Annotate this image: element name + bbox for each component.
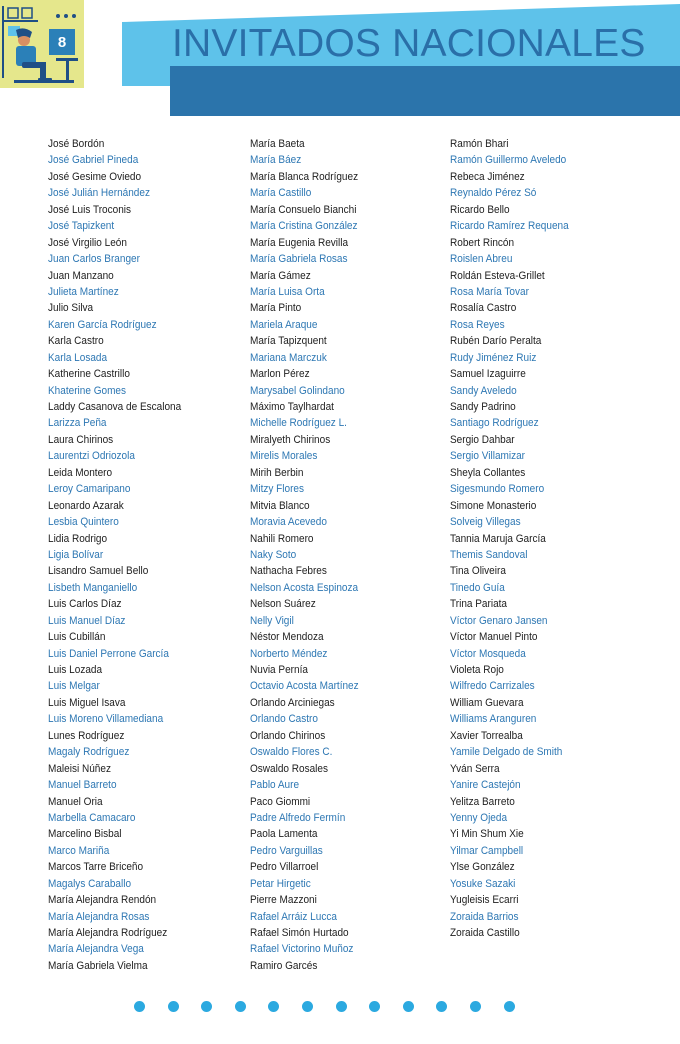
guest-name: Miralyeth Chirinos bbox=[250, 433, 331, 446]
guest-name: Khaterine Gomes bbox=[48, 384, 127, 397]
guest-name: Laddy Casanova de Escalona bbox=[48, 401, 182, 413]
guest-name: María Baeta bbox=[250, 138, 305, 150]
guest-name: Yilmar Campbell bbox=[450, 844, 524, 857]
guest-name: Marysabel Golindano bbox=[250, 384, 345, 397]
page-title: INVITADOS NACIONALES bbox=[172, 22, 646, 65]
guest-name: María Tapizquent bbox=[250, 335, 327, 348]
guest-name: Naky Soto bbox=[250, 548, 297, 561]
guest-name: Orlando Arciniegas bbox=[250, 696, 335, 709]
guest-name: Nelly Vigil bbox=[250, 614, 294, 627]
guest-name: Zoraida Castillo bbox=[450, 927, 520, 939]
guest-name: Julio Silva bbox=[48, 302, 94, 315]
guest-name: María Blanca Rodríguez bbox=[250, 170, 359, 183]
guest-name: Juan Manzano bbox=[48, 269, 114, 282]
guest-name: Luis Carlos Díaz bbox=[48, 598, 122, 611]
guest-name: Violeta Rojo bbox=[450, 664, 504, 676]
guest-name: Roldán Esteva-Grillet bbox=[450, 269, 545, 282]
guest-name: María Báez bbox=[250, 154, 302, 167]
guest-name: María Consuelo Bianchi bbox=[250, 203, 357, 216]
footer-dot bbox=[436, 1001, 447, 1012]
guest-name: Sandy Aveledo bbox=[450, 384, 517, 397]
guest-name: Tinedo Guía bbox=[450, 581, 505, 594]
guest-name: Laura Chirinos bbox=[48, 433, 114, 446]
guest-name: María Alejandra Rendón bbox=[48, 894, 157, 907]
guest-name: Luis Cubillán bbox=[48, 631, 106, 644]
guest-name: María Gabriela Rosas bbox=[250, 253, 348, 266]
name-column-3 bbox=[450, 136, 585, 941]
guest-name: María Eugenia Revilla bbox=[250, 236, 349, 249]
guest-name: Rafael Simón Hurtado bbox=[250, 927, 349, 939]
guest-name: Mirelis Morales bbox=[250, 450, 318, 463]
guest-name: Ylse González bbox=[450, 861, 515, 874]
guest-name: Luis Lozada bbox=[48, 664, 103, 676]
guest-name: Luis Manuel Díaz bbox=[48, 614, 126, 627]
guest-name: Reynaldo Pérez Só bbox=[450, 187, 537, 200]
guest-name: Yamile Delgado de Smith bbox=[450, 746, 563, 759]
guest-name: Lesbia Quintero bbox=[48, 516, 119, 529]
guest-name: José Bordón bbox=[48, 138, 105, 150]
guest-name: Orlando Chirinos bbox=[250, 729, 326, 742]
guest-name: María Gabriela Vielma bbox=[48, 959, 148, 972]
guest-name: Lisbeth Manganiello bbox=[48, 581, 138, 594]
guest-name: Karen García Rodríguez bbox=[48, 318, 157, 331]
guest-name: Mitzy Flores bbox=[250, 483, 305, 496]
guest-name: María Pinto bbox=[250, 302, 302, 315]
guest-name: Rubén Darío Peralta bbox=[450, 335, 542, 348]
guest-name: Marlon Pérez bbox=[250, 368, 310, 381]
guest-name: Mariana Marczuk bbox=[250, 351, 327, 364]
guest-name: William Guevara bbox=[450, 696, 524, 709]
guest-name: Leonardo Azarak bbox=[48, 499, 124, 512]
guest-name: María Cristina González bbox=[250, 220, 358, 233]
guest-name: Luis Daniel Perrone García bbox=[48, 647, 169, 660]
guest-name: Yanire Castejón bbox=[450, 779, 521, 792]
guest-name: Samuel Izaguirre bbox=[450, 368, 526, 381]
guest-name: Pablo Aure bbox=[250, 779, 300, 792]
guest-name: Larizza Peña bbox=[48, 417, 107, 430]
guest-name: Nuvia Pernía bbox=[250, 664, 308, 676]
guest-name: Petar Hirgetic bbox=[250, 877, 311, 890]
name-column-2 bbox=[250, 136, 373, 974]
guest-name: Simone Monasterio bbox=[450, 499, 537, 512]
guest-name: Oswaldo Rosales bbox=[250, 762, 329, 775]
guest-name: Padre Alfredo Fermín bbox=[250, 811, 346, 824]
guest-name: Tina Oliveira bbox=[450, 565, 506, 578]
footer-dots bbox=[134, 1001, 515, 1012]
guest-name: Solveig Villegas bbox=[450, 516, 521, 529]
guest-name: Rebeca Jiménez bbox=[450, 170, 525, 183]
guest-name: Karla Castro bbox=[48, 335, 104, 348]
guest-name: Ramiro Garcés bbox=[250, 959, 318, 972]
guest-name: María Alejandra Rosas bbox=[48, 910, 150, 923]
guest-name: Pedro Varguillas bbox=[250, 844, 323, 857]
guest-name: Sergio Villamizar bbox=[450, 450, 526, 463]
guest-name: Nahili Romero bbox=[250, 532, 314, 545]
guest-name: María Castillo bbox=[250, 187, 312, 200]
guest-name: Pierre Mazzoni bbox=[250, 894, 317, 907]
guest-name: Zoraida Barrios bbox=[450, 910, 519, 923]
guest-name: Rudy Jiménez Ruiz bbox=[450, 351, 537, 364]
guest-name: Víctor Genaro Jansen bbox=[450, 614, 548, 627]
name-column-1 bbox=[48, 136, 199, 974]
guest-name: Nathacha Febres bbox=[250, 565, 327, 578]
footer-dot bbox=[369, 1001, 380, 1012]
guest-name: Máximo Taylhardat bbox=[250, 401, 334, 413]
guest-name: Magalys Caraballo bbox=[48, 877, 132, 890]
guest-name: Nelson Suárez bbox=[250, 598, 316, 611]
guest-name: José Gesime Oviedo bbox=[48, 170, 142, 183]
guest-name: Karla Losada bbox=[48, 351, 108, 364]
guest-name: María Alejandra Vega bbox=[48, 943, 144, 956]
title-band-dark bbox=[170, 66, 680, 116]
guest-name: Katherine Castrillo bbox=[48, 368, 130, 381]
guest-name: Yi Min Shum Xie bbox=[450, 828, 524, 841]
guest-name: Ramón Guillermo Aveledo bbox=[450, 154, 567, 167]
footer-dot bbox=[201, 1001, 212, 1012]
footer-dot bbox=[403, 1001, 414, 1012]
guest-name: Xavier Torrealba bbox=[450, 729, 523, 742]
footer-dot bbox=[168, 1001, 179, 1012]
guest-name: Rosa Reyes bbox=[450, 318, 505, 331]
guest-name: Manuel Oria bbox=[48, 795, 103, 808]
guest-name: Nelson Acosta Espinoza bbox=[250, 581, 359, 594]
guest-name: Themis Sandoval bbox=[450, 548, 528, 561]
guest-name: Yosuke Sazaki bbox=[450, 877, 516, 890]
guest-name: Rafael Arráiz Lucca bbox=[250, 910, 337, 923]
guest-name: María Gámez bbox=[250, 269, 311, 282]
guest-name: Santiago Rodríguez bbox=[450, 417, 539, 430]
guest-name: José Gabriel Pineda bbox=[48, 154, 139, 167]
guest-name: Yenny Ojeda bbox=[450, 811, 508, 824]
guest-name: Lunes Rodríguez bbox=[48, 729, 125, 742]
guest-name: José Luis Troconis bbox=[48, 203, 132, 216]
guest-name: Williams Aranguren bbox=[450, 713, 537, 726]
guest-name: Ricardo Ramírez Requena bbox=[450, 220, 569, 233]
guest-name: Oswaldo Flores C. bbox=[250, 746, 333, 759]
guest-name: Marcelino Bisbal bbox=[48, 828, 122, 841]
guest-name: Yván Serra bbox=[450, 762, 500, 775]
guest-name: Laurentzi Odriozola bbox=[48, 450, 135, 463]
guest-name: Lidia Rodrigo bbox=[48, 532, 108, 545]
guest-name: María Luisa Orta bbox=[250, 285, 325, 298]
guest-name: Wilfredo Carrizales bbox=[450, 680, 535, 693]
guest-name: Rafael Victorino Muñoz bbox=[250, 943, 354, 956]
guest-name: Sheyla Collantes bbox=[450, 466, 526, 479]
guest-name: Lisandro Samuel Bello bbox=[48, 565, 149, 578]
guest-name: Ramón Bhari bbox=[450, 138, 509, 150]
guest-name: José Virgilio León bbox=[48, 236, 127, 249]
guest-name: Leroy Camaripano bbox=[48, 483, 131, 496]
footer-dot bbox=[268, 1001, 279, 1012]
guest-name: Víctor Manuel Pinto bbox=[450, 631, 538, 644]
guest-name: Paco Giommi bbox=[250, 795, 311, 808]
guest-name: Magaly Rodríguez bbox=[48, 746, 130, 759]
footer-dot bbox=[302, 1001, 313, 1012]
guest-name: Maleisi Núñez bbox=[48, 762, 111, 775]
guest-name: Ligia Bolívar bbox=[48, 548, 104, 561]
guest-name: Juan Carlos Branger bbox=[48, 253, 140, 266]
header-illustration bbox=[0, 0, 84, 88]
footer-dot bbox=[504, 1001, 515, 1012]
guest-name: Pedro Villarroel bbox=[250, 861, 319, 874]
guest-name: Moravia Acevedo bbox=[250, 516, 327, 529]
guest-name: Luis Melgar bbox=[48, 680, 100, 693]
footer-dot bbox=[134, 1001, 145, 1012]
guest-name: Ricardo Bello bbox=[450, 203, 510, 216]
guest-name: José Julián Hernández bbox=[48, 187, 150, 200]
guest-name: María Alejandra Rodríguez bbox=[48, 927, 168, 939]
footer-dot bbox=[470, 1001, 481, 1012]
guest-name: Yugleisis Ecarri bbox=[450, 894, 519, 907]
guest-name: Mariela Araque bbox=[250, 318, 318, 331]
guest-name: Marcos Tarre Briceño bbox=[48, 861, 144, 874]
guest-name: Mitvia Blanco bbox=[250, 499, 310, 512]
guest-name: Sergio Dahbar bbox=[450, 433, 515, 446]
guest-name: Norberto Méndez bbox=[250, 647, 328, 660]
footer-dot bbox=[235, 1001, 246, 1012]
guest-name: Roislen Abreu bbox=[450, 253, 513, 266]
guest-name: Néstor Mendoza bbox=[250, 631, 324, 644]
footer-dot bbox=[336, 1001, 347, 1012]
guest-name: Rosalía Castro bbox=[450, 302, 517, 315]
guest-name: Rosa María Tovar bbox=[450, 285, 529, 298]
guest-name: Paola Lamenta bbox=[250, 828, 318, 841]
guest-name: José Tapizkent bbox=[48, 220, 115, 233]
guest-name: Luis Moreno Villamediana bbox=[48, 713, 164, 726]
guest-name: Yelitza Barreto bbox=[450, 795, 515, 808]
guest-name: Julieta Martínez bbox=[48, 285, 119, 298]
guest-name: Marco Mariña bbox=[48, 844, 110, 857]
guest-name: Tannia Maruja García bbox=[450, 532, 546, 545]
guest-name: Orlando Castro bbox=[250, 713, 318, 726]
guest-name: Manuel Barreto bbox=[48, 779, 117, 792]
guest-name: Sigesmundo Romero bbox=[450, 483, 545, 496]
guest-name: Mirih Berbin bbox=[250, 466, 304, 479]
guest-name: Luis Miguel Isava bbox=[48, 696, 126, 709]
page-number: 8 bbox=[49, 29, 75, 55]
guest-name: Leida Montero bbox=[48, 466, 113, 479]
guest-name: Sandy Padrino bbox=[450, 401, 516, 413]
guest-name: Marbella Camacaro bbox=[48, 811, 136, 824]
guest-name: Octavio Acosta Martínez bbox=[250, 680, 359, 693]
guest-name: Víctor Mosqueda bbox=[450, 647, 526, 660]
guest-name: Robert Rincón bbox=[450, 236, 515, 249]
guest-name: Trina Pariata bbox=[450, 598, 508, 611]
guest-name: Michelle Rodríguez L. bbox=[250, 417, 347, 430]
